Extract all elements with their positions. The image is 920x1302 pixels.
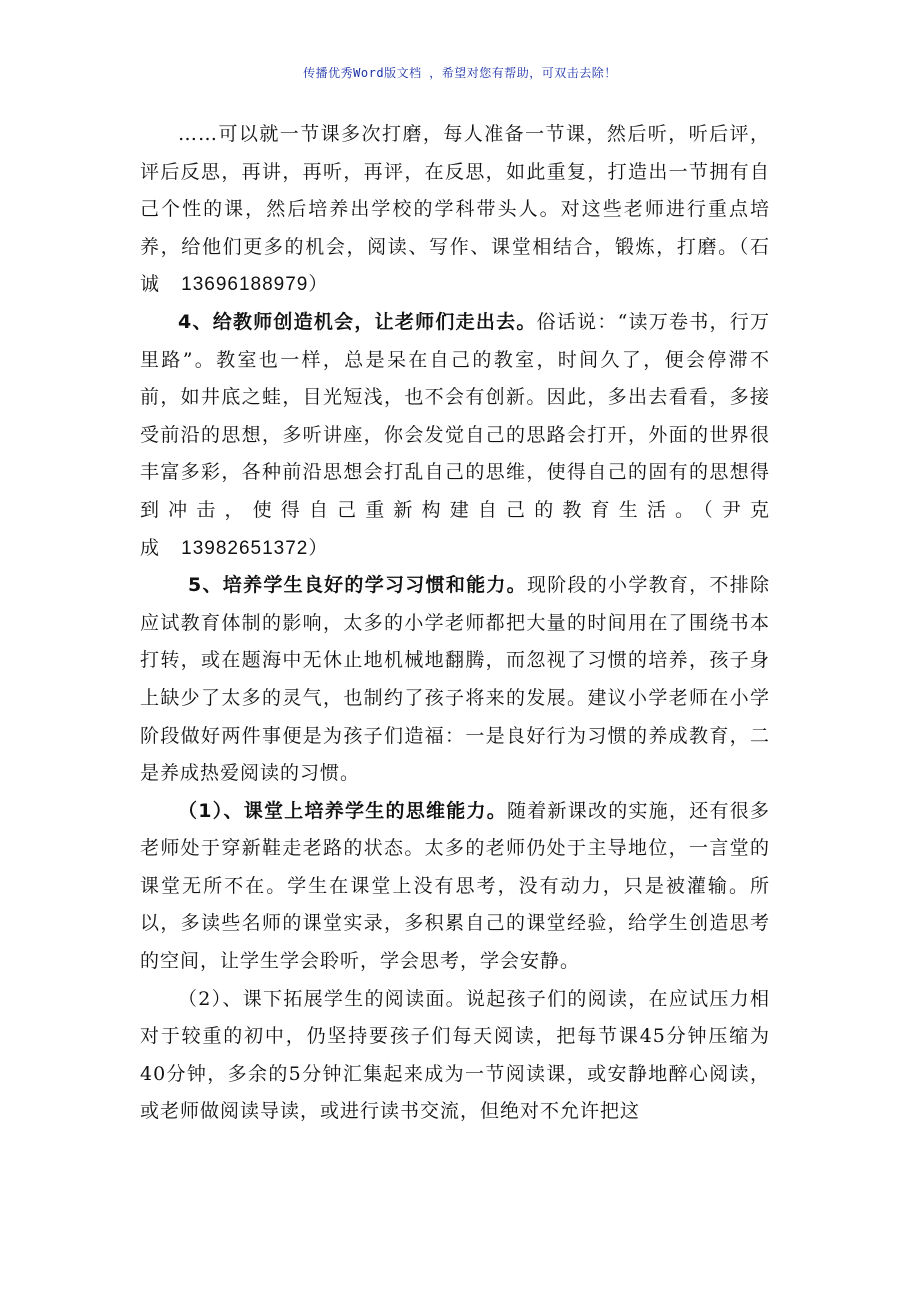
paragraph-2-heading: 4、给教师创造机会，让老师们走出去。: [178, 310, 537, 333]
paragraph-1-text: ……可以就一节课多次打磨，每人准备一节课，然后听，听后评，评后反思，再讲，再听，再评，在反思，如此重复，打造出一节拥有自己个性的课，然后培养出学校的学科带头人。对这些老师进行重点培养，给他们更多的机会，阅读、写作、课堂相结合，锻炼，打磨。（石诚: [140, 123, 770, 296]
paragraph-4-text: 随着新课改的实施，还有很多老师处于穿新鞋走老路的状态。太多的老师仍处于主导地位，一言堂的课堂无所不在。学生在课堂上没有思考，没有动力，只是被灌输。所以，多读些名师的课堂实录，多积累自己的课堂经验，给学生创造思考的空间，让学生学会聆听，学会思考，学会安静。: [140, 799, 770, 973]
paragraph-2: [140, 304, 770, 567]
paragraph-2-text: 俗话说：“读万卷书，行万里路”。教室也一样，总是呆在自己的教室，时间久了，便会停滞不前，如井底之蛙，目光短浅，也不会有创新。因此，多出去看看，多接受前沿的思想，多听讲座，你会发觉自己的思路会打开，外面的世界很丰富多彩，各种前沿思想会打乱自己的思维，使得自己的固有的思想得到冲击，使得自己重新构建自己的教育生活。（尹克成: [140, 310, 770, 559]
paragraph-3-text: 现阶段的小学教育，不排除应试教育体制的影响，太多的小学老师都把大量的时间用在了围绕书本打转，或在题海中无休止地机械地翻腾，而忽视了习惯的培养，孩子身上缺少了太多的灵气，也制约了孩子将来的发展。建议小学老师在小学阶段做好两件事便是为孩子们造福：一是良好行为习惯的养成教育，二是养成热爱阅读的习惯。: [140, 574, 770, 785]
paragraph-4: [140, 793, 770, 981]
paragraph-1: [140, 116, 770, 304]
paragraph-2-phone: 13982651372）: [181, 537, 329, 559]
document-body: [140, 116, 770, 1131]
paragraph-3: [140, 567, 770, 793]
paragraph-1-phone: 13696188979）: [181, 274, 329, 296]
paragraph-4-heading: （1）、课堂上培养学生的思维能力。: [178, 799, 507, 822]
header-watermark-note: 传播优秀Word版文档 ，希望对您有帮助，可双击去除！: [303, 66, 617, 80]
paragraph-5: [140, 981, 770, 1131]
paragraph-3-heading: 5、培养学生良好的学习习惯和能力。: [188, 574, 527, 597]
paragraph-5-text: （2）、课下拓展学生的阅读面。说起孩子们的阅读，在应试压力相对于较重的初中，仍坚持要孩子们每天阅读，把每节课45分钟压缩为40分钟，多余的5分钟汇集起来成为一节阅读课，或安静地醉心阅读，或老师做阅读导读，或进行读书交流，但绝对不允许把这: [140, 987, 770, 1123]
